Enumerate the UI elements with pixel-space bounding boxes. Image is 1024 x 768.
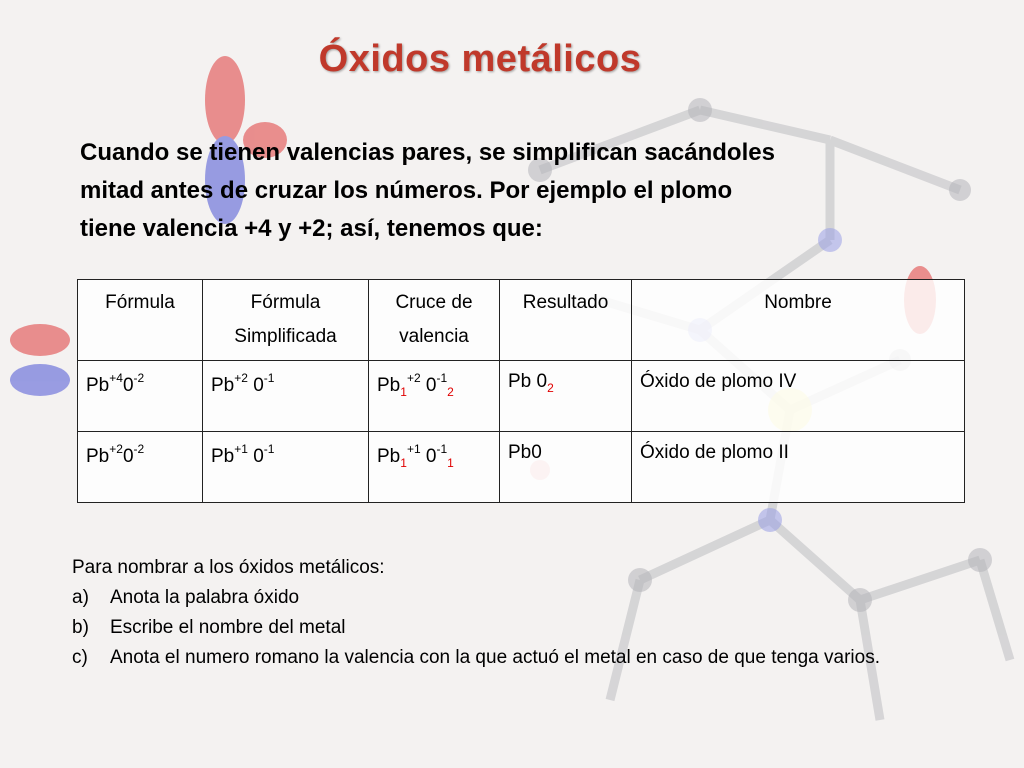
- cell-formula: $Pb^{+2}0^{-2}$: [78, 432, 203, 503]
- rules-list: [72, 583, 952, 673]
- list-item: [72, 643, 952, 673]
- intro-line: Cuando se tienen valencias pares, se simplifican sacándoles: [80, 139, 775, 166]
- list-item-text: Escribe el nombre del metal: [110, 617, 346, 638]
- table-row: [78, 361, 965, 432]
- cell-result: Pb0: [500, 432, 632, 503]
- cell-result: Pb $0_2$: [500, 361, 632, 432]
- list-item: [72, 583, 952, 613]
- header-name: Nombre: [632, 280, 965, 361]
- oxides-table: [77, 279, 965, 503]
- list-item-text: Anota el numero romano la valencia con la que actuó el metal en caso de que tenga varios.: [110, 647, 880, 668]
- list-item-text: Anota la palabra óxido: [110, 587, 300, 608]
- naming-rules: [72, 553, 952, 673]
- cell-formula: $Pb^{+4}0^{-2}$: [78, 361, 203, 432]
- cell-valence-cross: $Pb_1^{+2}$ $0^{-1}_2$: [369, 361, 500, 432]
- slide-title: Óxidos metálicos: [318, 38, 642, 80]
- cell-simplified-formula: $Pb^{+2}$ $0^{-1}$: [203, 361, 369, 432]
- list-marker: c): [72, 647, 88, 668]
- intro-line: tiene valencia +4 y +2; así, tenemos que:: [80, 215, 543, 242]
- header-result: Resultado: [500, 280, 632, 361]
- list-marker: a): [72, 587, 89, 608]
- intro-paragraph: [80, 134, 960, 248]
- header-formula: Fórmula: [78, 280, 203, 361]
- cell-valence-cross: $Pb_1^{+1}$ $0^{-1}_1$: [369, 432, 500, 503]
- rules-lead: Para nombrar a los óxidos metálicos:: [72, 557, 385, 578]
- header-simplified-formula: Fórmula Simplificada: [203, 280, 369, 361]
- cell-simplified-formula: $Pb^{+1}$ $0^{-1}$: [203, 432, 369, 503]
- table-row: [78, 432, 965, 503]
- header-valence-cross: Cruce de valencia: [369, 280, 500, 361]
- list-marker: b): [72, 617, 89, 638]
- list-item: [72, 613, 952, 643]
- table-header-row: [78, 280, 965, 361]
- cell-name: Óxido de plomo II: [632, 432, 965, 503]
- intro-line: mitad antes de cruzar los números. Por ejemplo el plomo: [80, 177, 733, 204]
- cell-name: Óxido de plomo IV: [632, 361, 965, 432]
